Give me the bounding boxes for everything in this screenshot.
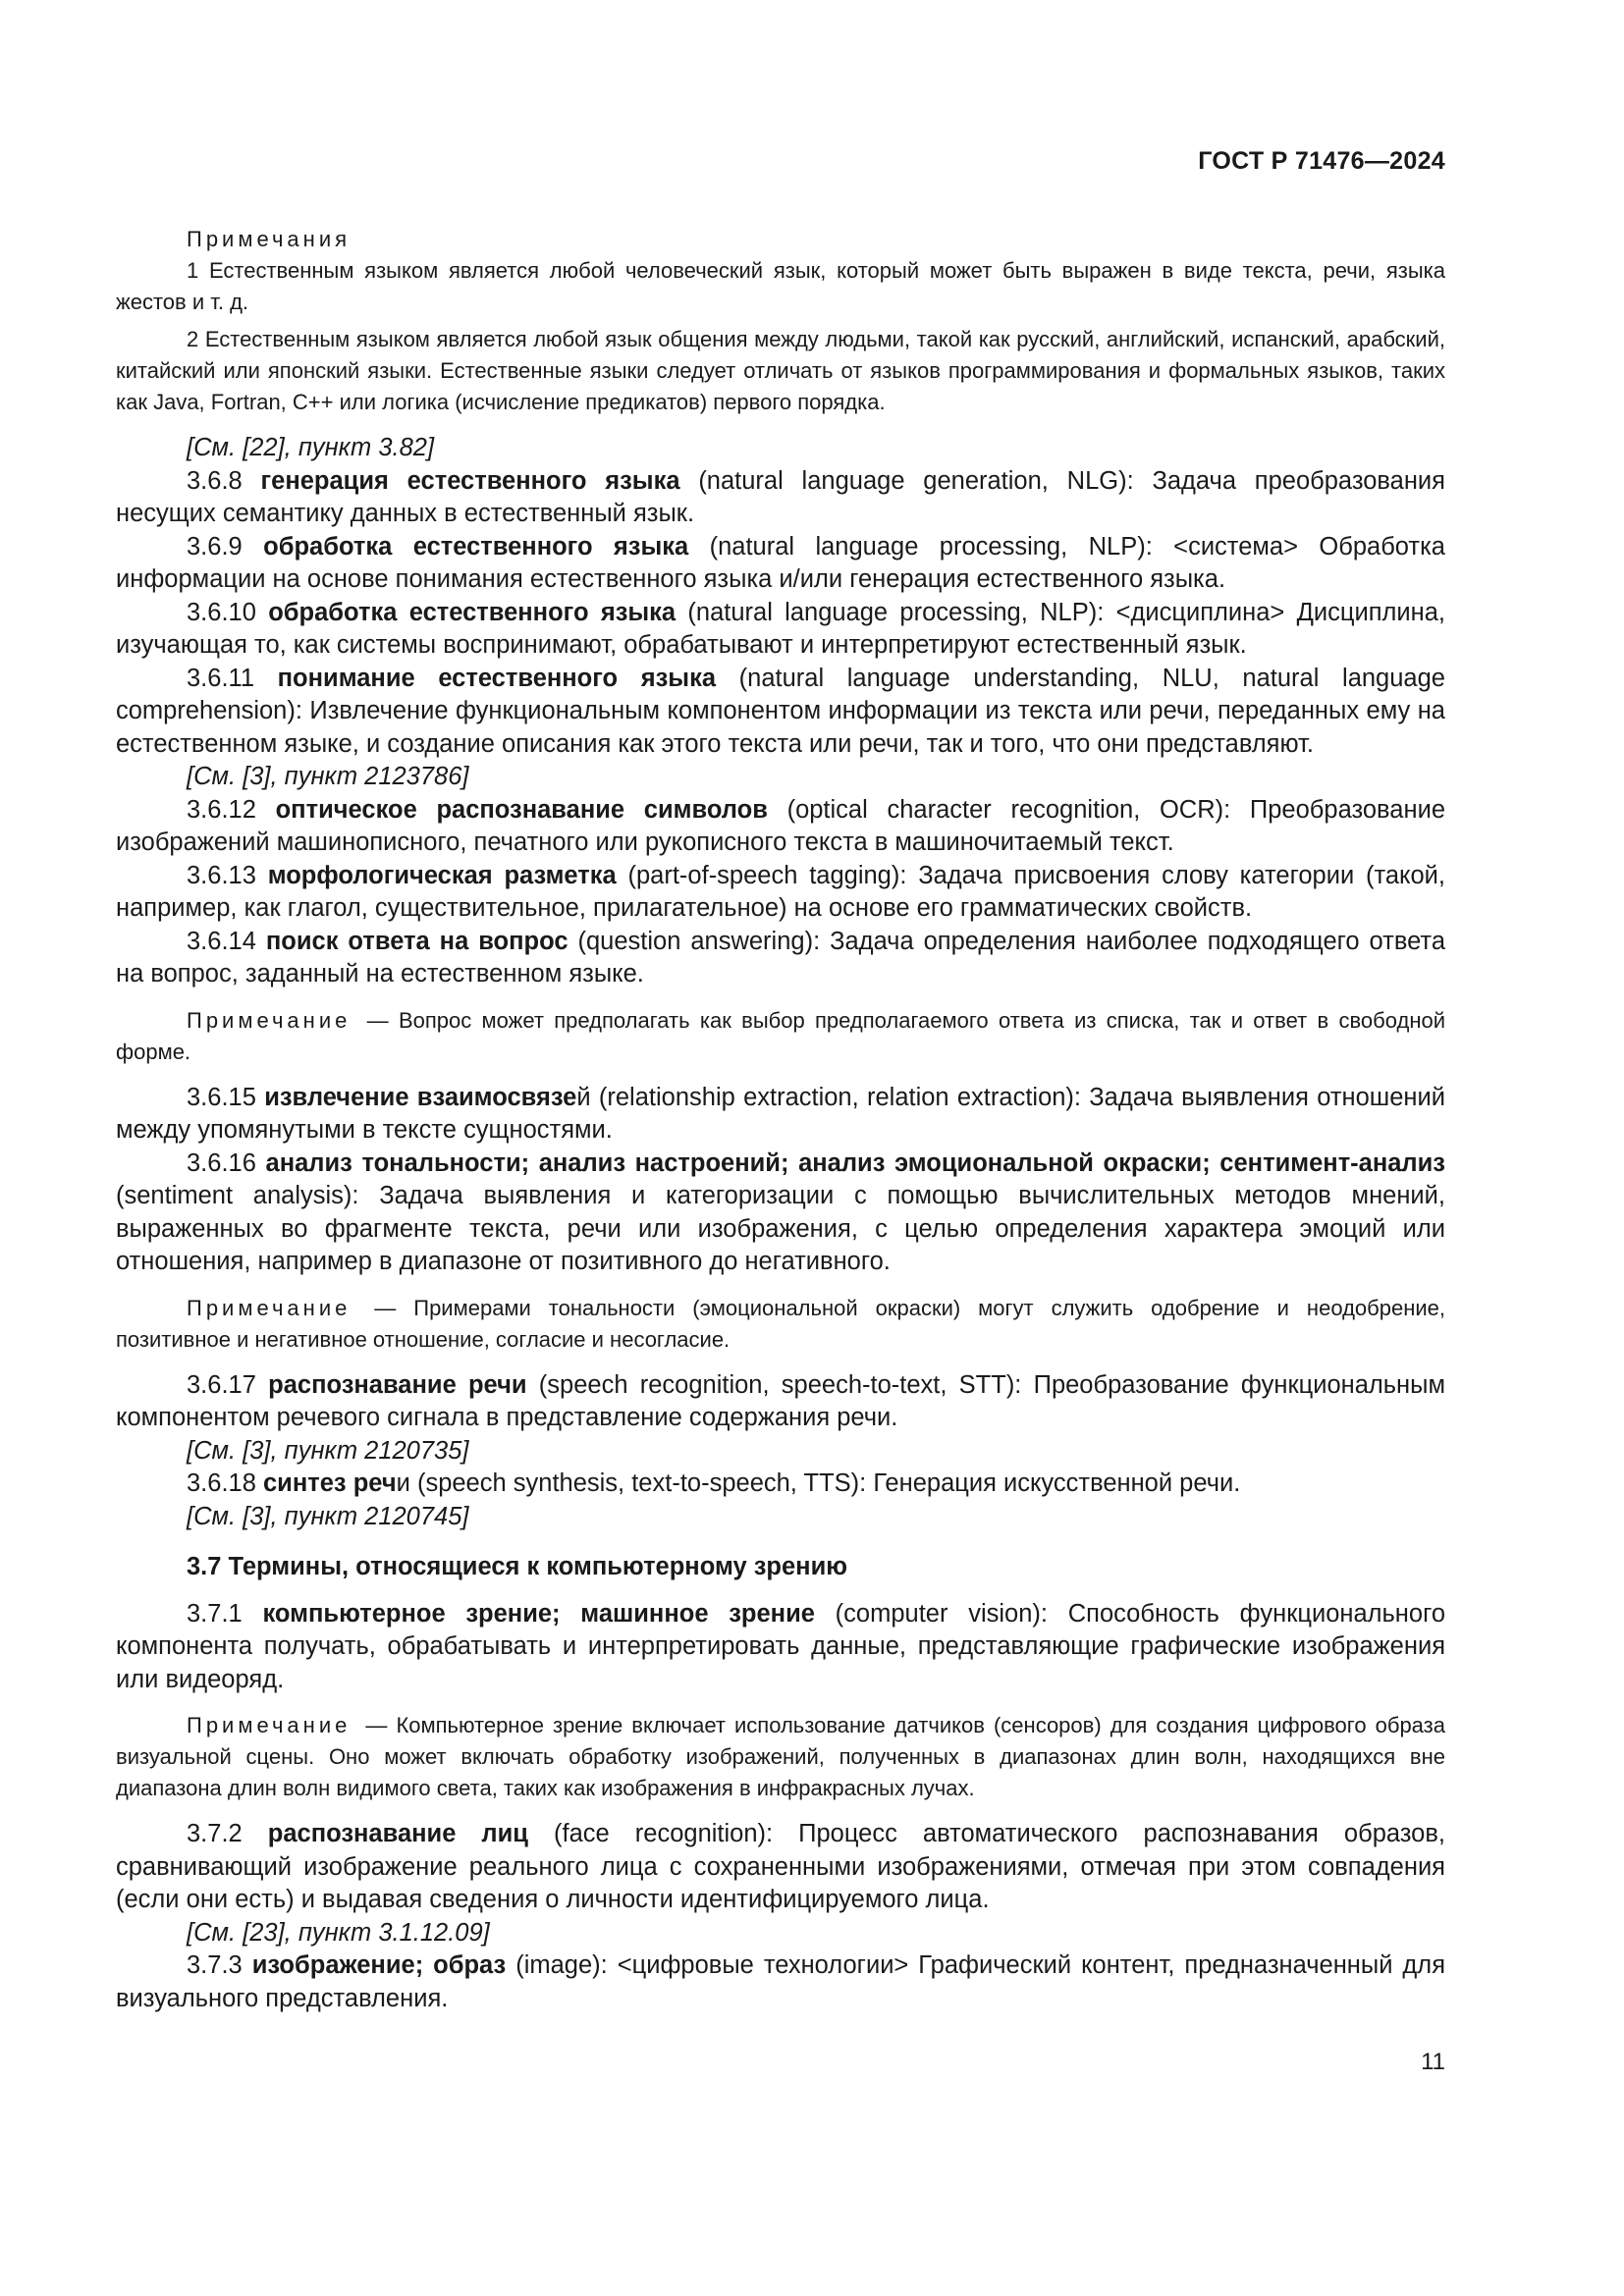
term-3-7-3 — [116, 1949, 1445, 2015]
term-3-6-17 — [116, 1369, 1445, 1435]
term-3-7-1 — [116, 1598, 1445, 1697]
term-name: оптическое распознавание символов — [275, 795, 768, 824]
term-number: 3.6.16 — [187, 1148, 256, 1177]
term-number: 3.7.2 — [187, 1820, 243, 1847]
term-name: поиск ответа на вопрос — [265, 927, 568, 955]
term-definition: й (relationship extraction, relation extraction): Задача выявления отношений между упомянутыми в тексте сущностями. — [116, 1083, 1445, 1144]
term-definition: (natural language generation, NLG): Задача преобразования несущих семантику данных в естественный язык. — [116, 466, 1445, 527]
notes-title: Примечания — [187, 227, 352, 251]
term-number: 3.6.8 — [187, 466, 243, 495]
term-number: 3.7.1 — [187, 1599, 243, 1628]
term-3-6-11 — [116, 663, 1445, 762]
section-heading-3-7: 3.7 Термины, относящиеся к компьютерному зрению — [187, 1553, 848, 1580]
term-3-7-2 — [116, 1818, 1445, 1917]
term-3-6-18 — [116, 1468, 1445, 1501]
term-name: понимание естественного языка — [277, 664, 717, 692]
note-1: 1 Естественным языком является любой человеческий язык, который может быть выражен в виде текста, речи, языка жестов и т. д. — [116, 258, 1445, 314]
note-text: — Вопрос может предполагать как выбор предполагаемого ответа из списка, так и ответ в свободной форме. — [116, 1007, 1445, 1064]
term-number: 3.6.11 — [187, 664, 255, 692]
term-name: обработка естественного языка — [263, 532, 689, 561]
term-name: анализ тональности; анализ настроений; анализ эмоциональной окраски; сентимент-анализ — [265, 1148, 1445, 1177]
note-label: Примечание — [187, 1295, 352, 1320]
term-definition: (question answering): Задача определения наиболее подходящего ответа на вопрос, заданный на естественном языке. — [116, 927, 1446, 988]
term-name: компьютерное зрение; машинное зрение — [262, 1599, 815, 1628]
term-definition: (image): <цифровые технологии> Графический контент, предназначенный для визуального представления. — [116, 1951, 1445, 2012]
note-2: 2 Естественным языком является любой язык общения между людьми, такой как русский, английский, испанский, арабский, китайский или японский языки. Естественные языки следует отличать от языков программирования и формальных языков, таких как Java, Fortran, С++ или логика (исчисление предикатов) первого порядка. — [116, 327, 1445, 414]
document-header-id: ГОСТ Р 71476—2024 — [1198, 147, 1445, 175]
term-3-6-13 — [116, 860, 1445, 926]
reference-5: [См. [23], пункт 3.1.12.09] — [187, 1918, 490, 1947]
term-name: распознавание лиц — [267, 1820, 528, 1847]
term-number: 3.6.9 — [187, 532, 243, 561]
term-number: 3.6.12 — [187, 795, 256, 824]
note-text: — Компьютерное зрение включает использование датчиков (сенсоров) для создания цифрового образа визуальной сцены. Оно может включать обработку изображений, полученных в диапазонах длин волн, находящихся вне диапазона длин волн видимого света, таких как изображения в инфракрасных лучах. — [116, 1713, 1445, 1800]
term-3-6-10 — [116, 597, 1445, 663]
term-name: генерация естественного языка — [260, 466, 680, 495]
term-3-6-12 — [116, 794, 1445, 860]
term-definition: и (speech synthesis, text-to-speech, TTS): Генерация искусственной речи. — [396, 1469, 1241, 1497]
term-definition: (natural language understanding, NLU, natural language comprehension): Извлечение функциональным компонентом информации из текста или речи, переданных ему на естественном языке, и создание описания как этого текста или речи, так и того, что они представляют. — [116, 664, 1445, 758]
term-definition: (sentiment analysis): Задача выявления и категоризации с помощью вычислительных методов мнений, выраженных во фрагменте текста, речи или изображения, с целью определения характера эмоций или отношения, например в диапазоне от позитивного до негативного. — [116, 1182, 1445, 1275]
note-3-6-14 — [116, 1005, 1445, 1068]
term-name: изображение; образ — [251, 1951, 507, 1979]
term-definition: (natural language processing, NLP): <дисциплина> Дисциплина, изучающая то, как системы воспринимают, обрабатывают и интерпретируют естественный язык. — [116, 598, 1445, 659]
reference-3: [См. [3], пункт 2120735] — [187, 1436, 469, 1465]
page-number: 11 — [1421, 2049, 1445, 2075]
term-definition: (computer vision): Способность функционального компонента получать, обрабатывать и интерпретировать данные, представляющие графические изображения или видеоряд. — [116, 1599, 1445, 1693]
term-number: 3.6.13 — [187, 861, 256, 889]
term-number: 3.6.18 — [187, 1469, 256, 1497]
term-number: 3.6.17 — [187, 1370, 256, 1399]
note-label: Примечание — [187, 1713, 352, 1737]
term-definition: (speech recognition, speech-to-text, STT): Преобразование функциональным компонентом речевого сигнала в представление содержания речи. — [116, 1370, 1446, 1431]
term-3-6-9 — [116, 531, 1445, 597]
term-name: извлечение взаимосвязе — [264, 1083, 577, 1111]
page-content — [116, 224, 1445, 2015]
term-definition: (part-of-speech tagging): Задача присвоения слову категории (такой, например, как глагол, существительное, прилагательное) на основе его грамматических свойств. — [116, 861, 1445, 922]
term-3-6-14 — [116, 926, 1445, 991]
term-number: 3.6.10 — [187, 598, 256, 626]
reference-2: [См. [3], пункт 2123786] — [187, 763, 469, 790]
note-text: — Примерами тональности (эмоциональной окраски) могут служить одобрение и неодобрение, позитивное и негативное отношение, согласие и несогласие. — [116, 1295, 1445, 1352]
term-name: распознавание речи — [268, 1370, 527, 1399]
term-definition: (face recognition): Процесс автоматического распознавания образов, сравнивающий изображение реального лица с сохраненными изображениями, отмечая при этом совпадения (если они есть) и выдавая сведения о личности идентифицируемого лица. — [116, 1820, 1445, 1913]
term-name: синтез реч — [263, 1469, 397, 1497]
term-number: 3.7.3 — [187, 1951, 243, 1979]
reference-1: [См. [22], пункт 3.82] — [187, 434, 435, 461]
term-3-6-15 — [116, 1082, 1445, 1148]
reference-4: [См. [3], пункт 2120745] — [187, 1502, 469, 1530]
term-number: 3.6.14 — [187, 927, 256, 955]
note-label: Примечание — [187, 1007, 352, 1033]
term-3-6-16 — [116, 1148, 1445, 1279]
note-3-7-1 — [116, 1710, 1445, 1804]
note-3-6-16 — [116, 1293, 1445, 1356]
term-name: обработка естественного языка — [268, 598, 677, 626]
term-number: 3.6.15 — [187, 1083, 256, 1111]
term-name: морфологическая разметка — [267, 861, 617, 889]
term-definition: (optical character recognition, OCR): Преобразование изображений машинописного, печатного или рукописного текста в машиночитаемый текст. — [116, 795, 1445, 856]
term-definition: (natural language processing, NLP): <система> Обработка информации на основе понимания естественного языка и/или генерация естественного языка. — [116, 532, 1445, 593]
term-3-6-8 — [116, 465, 1445, 531]
